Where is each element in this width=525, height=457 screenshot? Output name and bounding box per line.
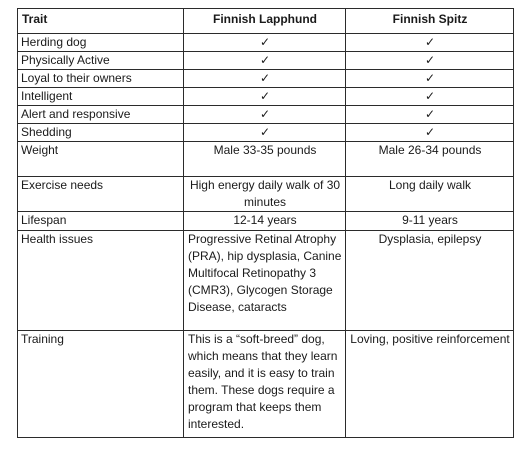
trait-cell: Weight <box>18 142 184 177</box>
lapphund-cell: This is a “soft-breed” dog, which means that they learn easily, and it is easy to train them. These dogs require a program that keeps them interested. <box>184 331 346 438</box>
trait-cell: Shedding <box>18 124 184 142</box>
lapphund-cell: Progressive Retinal Atrophy (PRA), hip dysplasia, Canine Multifocal Retinopathy 3 (CMR3), Glycogen Storage Disease, cataracts <box>184 231 346 331</box>
comparison-table-container <box>17 8 513 438</box>
table-row <box>18 142 514 177</box>
trait-cell: Alert and responsive <box>18 106 184 124</box>
lapphund-cell: Male 33-35 pounds <box>184 142 346 177</box>
lapphund-cell: ✓ <box>184 106 346 124</box>
header-finnish-lapphund: Finnish Lapphund <box>184 9 346 34</box>
spitz-cell: 9-11 years <box>346 212 514 231</box>
table-row <box>18 331 514 438</box>
lapphund-cell: ✓ <box>184 52 346 70</box>
spitz-cell: Loving, positive reinforcement <box>346 331 514 438</box>
spitz-cell: Male 26-34 pounds <box>346 142 514 177</box>
spitz-cell: Dysplasia, epilepsy <box>346 231 514 331</box>
lapphund-cell: ✓ <box>184 88 346 106</box>
table-row <box>18 88 514 106</box>
trait-cell: Exercise needs <box>18 177 184 212</box>
lapphund-cell: ✓ <box>184 124 346 142</box>
table-row <box>18 52 514 70</box>
trait-cell: Physically Active <box>18 52 184 70</box>
table-row <box>18 106 514 124</box>
header-finnish-spitz: Finnish Spitz <box>346 9 514 34</box>
trait-cell: Lifespan <box>18 212 184 231</box>
spitz-cell: ✓ <box>346 70 514 88</box>
lapphund-cell: ✓ <box>184 70 346 88</box>
spitz-cell: ✓ <box>346 124 514 142</box>
trait-cell: Loyal to their owners <box>18 70 184 88</box>
trait-cell: Training <box>18 331 184 438</box>
trait-cell: Intelligent <box>18 88 184 106</box>
spitz-cell: ✓ <box>346 88 514 106</box>
lapphund-cell: High energy daily walk of 30 minutes <box>184 177 346 212</box>
spitz-cell: Long daily walk <box>346 177 514 212</box>
header-trait: Trait <box>18 9 184 34</box>
lapphund-cell: 12-14 years <box>184 212 346 231</box>
table-row <box>18 231 514 331</box>
table-row <box>18 177 514 212</box>
spitz-cell: ✓ <box>346 34 514 52</box>
trait-cell: Herding dog <box>18 34 184 52</box>
spitz-cell: ✓ <box>346 106 514 124</box>
table-row <box>18 70 514 88</box>
spitz-cell: ✓ <box>346 52 514 70</box>
table-row <box>18 212 514 231</box>
table-row <box>18 124 514 142</box>
table-header-row <box>18 9 514 34</box>
table-row <box>18 34 514 52</box>
trait-cell: Health issues <box>18 231 184 331</box>
lapphund-cell: ✓ <box>184 34 346 52</box>
breed-comparison-table <box>17 8 514 438</box>
